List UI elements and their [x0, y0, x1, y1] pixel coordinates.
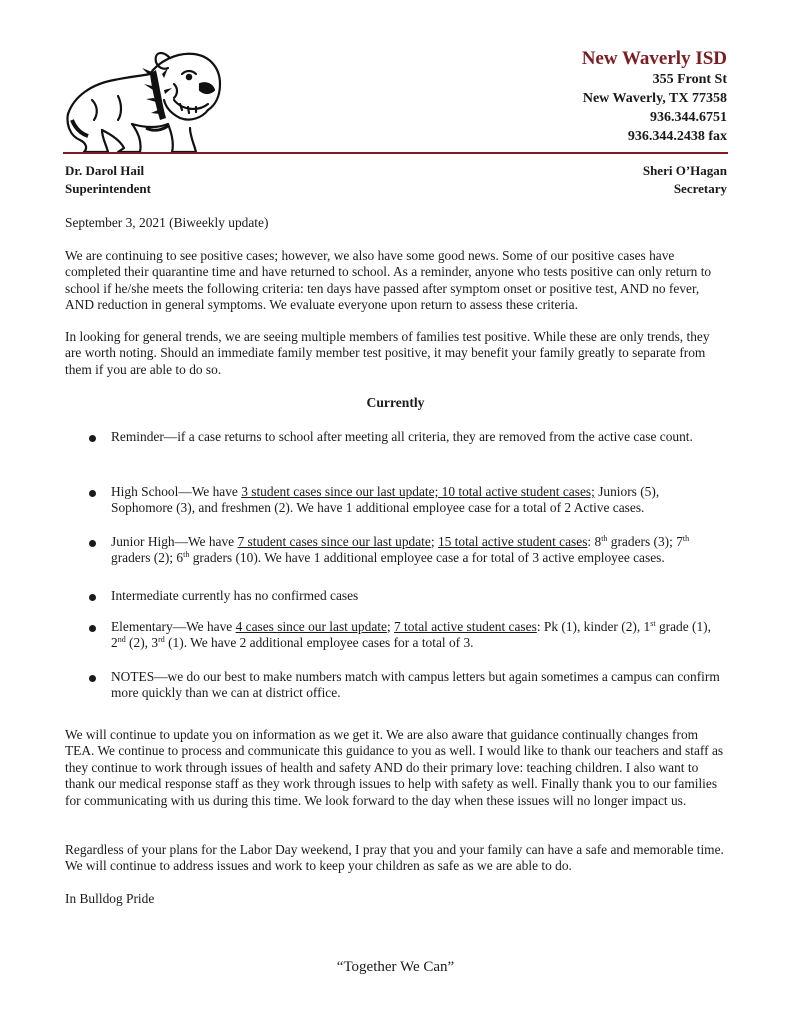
closing-line: In Bulldog Pride	[65, 891, 155, 906]
junior-high-text-a: Junior High—We have	[111, 534, 238, 549]
elementary-text-d: (2), 3	[125, 635, 159, 651]
paragraph-thanks: We will continue to update you on information as we get it. We are also aware that guidance continually changes from TEA. We continue to process and communicate this guidance to you as well. I would like to thank our teachers and staff as they continue to work through issues of health and safety AND do their primary love: teaching children. I also want to thank our medical response staff as they work through issues to help with safety as well. Finally thank you to our families for communicating with us during this time. We look forward to the day when these issues will no longer impact us.	[65, 727, 724, 808]
secretary-name: Sheri O’Hagan	[642, 163, 727, 178]
ordinal-suffix: nd	[117, 635, 126, 645]
bullet-notes: NOTES—we do our best to make numbers match with campus letters but again sometimes a campus can confirm more quickly than we can at district office.	[111, 669, 720, 701]
bullet-intermediate: Intermediate currently has no confirmed cases	[111, 588, 359, 603]
junior-high-text-e: graders (10). We have 1 additional employee case a for total of 3 active employee cases.	[189, 550, 665, 566]
bullet-junior-high	[111, 534, 721, 567]
district-phone: 936.344.6751	[650, 110, 727, 125]
paragraph-update: We are continuing to see positive cases; however, we also have some good news. Some of our positive cases have completed their quarantine time and have returned to school. As a reminder, anyone who tests positive can only return to school if he/she meets the following criteria: ten days have passed after symptom onset or positive test, AND no fever, AND reduction in general symptoms. We evaluate everyone upon return to assess these criteria.	[65, 248, 712, 313]
bullet-elementary	[111, 619, 721, 652]
superintendent-block	[65, 162, 151, 198]
district-fax: 936.344.2438 fax	[627, 129, 727, 144]
letter-date: September 3, 2021 (Biweekly update)	[65, 215, 269, 230]
bullet-high-school	[111, 484, 721, 517]
bullet-dot	[89, 540, 96, 547]
bullet-dot	[89, 594, 96, 601]
elementary-active-cases: 7 total active student cases	[394, 619, 537, 634]
secretary-block	[643, 162, 727, 198]
ordinal-suffix: th	[601, 534, 608, 543]
bullet-dot	[89, 675, 96, 682]
elementary-text-a: Elementary—We have	[111, 619, 236, 634]
junior-high-text-d: graders (2); 6	[111, 550, 184, 566]
elementary-sep: ;	[386, 619, 395, 634]
superintendent-title: Superintendent	[65, 181, 151, 196]
district-city: New Waverly, TX 77358	[582, 91, 727, 106]
secretary-title: Secretary	[673, 181, 727, 196]
high-school-text-b: Juniors (5), Sophomore (3), and freshmen (2). We have 1 additional employee case for a total of 2 Active cases.	[111, 484, 660, 516]
district-header	[582, 48, 727, 146]
ordinal-suffix: th	[183, 550, 190, 560]
superintendent-name: Dr. Darol Hail	[65, 163, 145, 178]
bullet-dot	[89, 490, 96, 497]
district-street: 355 Front St	[652, 72, 727, 87]
bullet-dot	[89, 625, 96, 632]
elementary-text-c: grade (1), 2	[111, 619, 711, 651]
paragraph-trends: In looking for general trends, we are seeing multiple members of families test positive. While these are only trends, they are worth noting. Should an immediate family member test positive, it may benefit your family greatly to separate from them if you are able to do so.	[65, 329, 710, 377]
junior-high-sep: ;	[430, 534, 438, 549]
bulldog-logo-icon	[62, 44, 228, 156]
bullet-dot	[89, 435, 96, 442]
footer-motto: “Together We Can”	[336, 959, 455, 975]
junior-high-new-cases: 7 student cases since our last update	[237, 534, 431, 549]
high-school-text-a: High School—We have	[111, 484, 242, 499]
elementary-text-b: : Pk (1), kinder (2), 1	[536, 619, 651, 634]
high-school-case-counts: 3 student cases since our last update; 10 total active student cases;	[241, 484, 595, 499]
ordinal-suffix: rd	[158, 635, 165, 645]
elementary-new-cases: 4 cases since our last update	[235, 619, 387, 634]
paragraph-labor-day: Regardless of your plans for the Labor Day weekend, I pray that you and your family can have a safe and memorable time. We will continue to address issues and work to keep your children as safe as we are able to do.	[65, 842, 724, 874]
currently-heading: Currently	[366, 395, 425, 410]
junior-high-active-cases: 15 total active student cases	[437, 534, 588, 549]
ordinal-suffix: th	[682, 534, 690, 543]
junior-high-text-b: : 8	[587, 534, 602, 549]
district-name: New Waverly ISD	[581, 48, 727, 69]
header-divider	[63, 152, 728, 154]
elementary-text-e: (1). We have 2 additional employee cases for a total of 3.	[164, 635, 474, 651]
bullet-reminder: Reminder—if a case returns to school after meeting all criteria, they are removed from the active case count.	[111, 429, 693, 444]
junior-high-text-c: graders (3); 7	[607, 534, 683, 549]
ordinal-suffix: st	[650, 619, 656, 628]
